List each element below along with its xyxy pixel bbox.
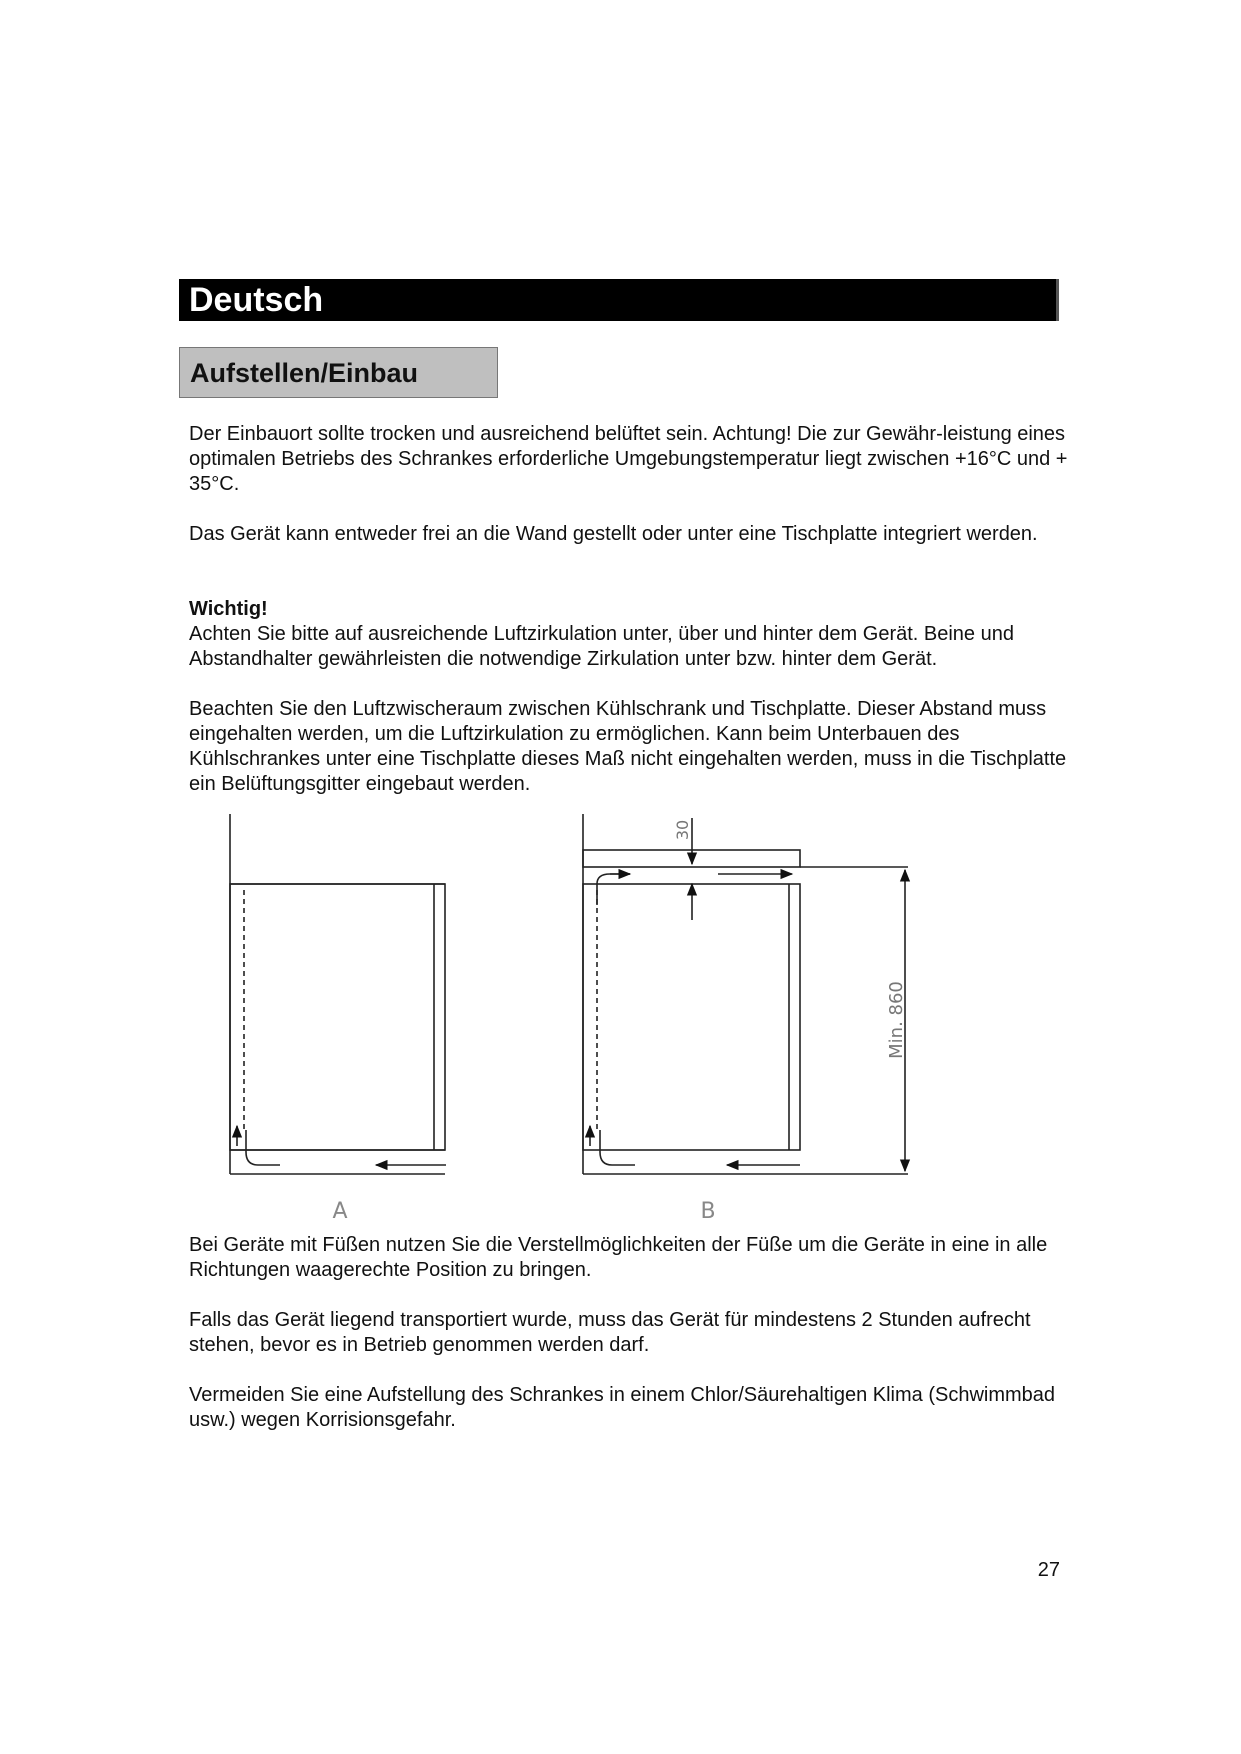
airflow-top-b bbox=[597, 874, 630, 905]
height-dimension-label: Min. 860 bbox=[886, 981, 907, 1059]
paragraph-important-label bbox=[189, 597, 1069, 622]
paragraph-corrosion: Vermeiden Sie eine Aufstellung des Schrankes in einem Chlor/Säurehaltigen Klima (Schwimmbad usw.) wegen Korrisionsgefahr. bbox=[189, 1384, 1056, 1431]
installation-diagram bbox=[0, 800, 1241, 1240]
paragraph-location: Der Einbauort sollte trocken und ausreichend belüftet sein. Achtung! Die zur Gewähr-leistung eines optimalen Betriebs des Schrankes erforderliche Umgebungstemperatur liegt zwischen +16°C und + 35°C. bbox=[189, 423, 1068, 495]
airflow-bottom-a bbox=[246, 1130, 280, 1165]
paragraph-air-circulation: Achten Sie bitte auf ausreichende Luftzirkulation unter, über und hinter dem Gerät. Beine und Abstandhalter gewährleisten die notwendige Zirkulation unter bzw. hinter dem Gerät. bbox=[189, 623, 1014, 670]
paragraph-feet-adjustment: Bei Geräte mit Füßen nutzen Sie die Verstellmöglichkeiten der Füße um die Geräte in eine in alle Richtungen waagerechte Position zu bringen. bbox=[189, 1234, 1048, 1281]
diagram-b-under-counter bbox=[583, 814, 908, 1174]
paragraph-transport: Falls das Gerät liegend transportiert wurde, muss das Gerät für mindestens 2 Stunden aufrecht stehen, bevor es in Betrieb genommen werden darf. bbox=[189, 1309, 1031, 1356]
important-label: Wichtig! bbox=[189, 598, 268, 620]
diagram-label-a: A bbox=[332, 1199, 348, 1224]
cabinet-a bbox=[230, 884, 445, 1150]
section-heading-box bbox=[179, 347, 498, 398]
language-header-bar bbox=[179, 279, 1059, 321]
gap-dimension-label: 30 bbox=[673, 819, 692, 841]
language-title: Deutsch bbox=[189, 281, 324, 319]
cabinet-b bbox=[583, 884, 800, 1150]
airflow-bottom-b bbox=[600, 1130, 635, 1165]
page-number: 27 bbox=[1037, 1559, 1060, 1581]
diagram-label-b: B bbox=[700, 1199, 716, 1224]
paragraph-placement: Das Gerät kann entweder frei an die Wand gestellt oder unter eine Tischplatte integriert werden. bbox=[189, 523, 1038, 545]
paragraph-air-gap: Beachten Sie den Luftzwischeraum zwischen Kühlschrank und Tischplatte. Dieser Abstand muss eingehalten werden, um die Luftzirkulation zu ermöglichen. Kann beim Unterbauen des Kühlschrankes unter eine Tischplatte dieses Maß nicht eingehalten werden, muss in die Tischplatte ein Belüftungsgitter eingebaut werden. bbox=[189, 698, 1067, 795]
diagram-a-freestanding bbox=[230, 814, 446, 1174]
section-title: Aufstellen/Einbau bbox=[190, 358, 419, 388]
